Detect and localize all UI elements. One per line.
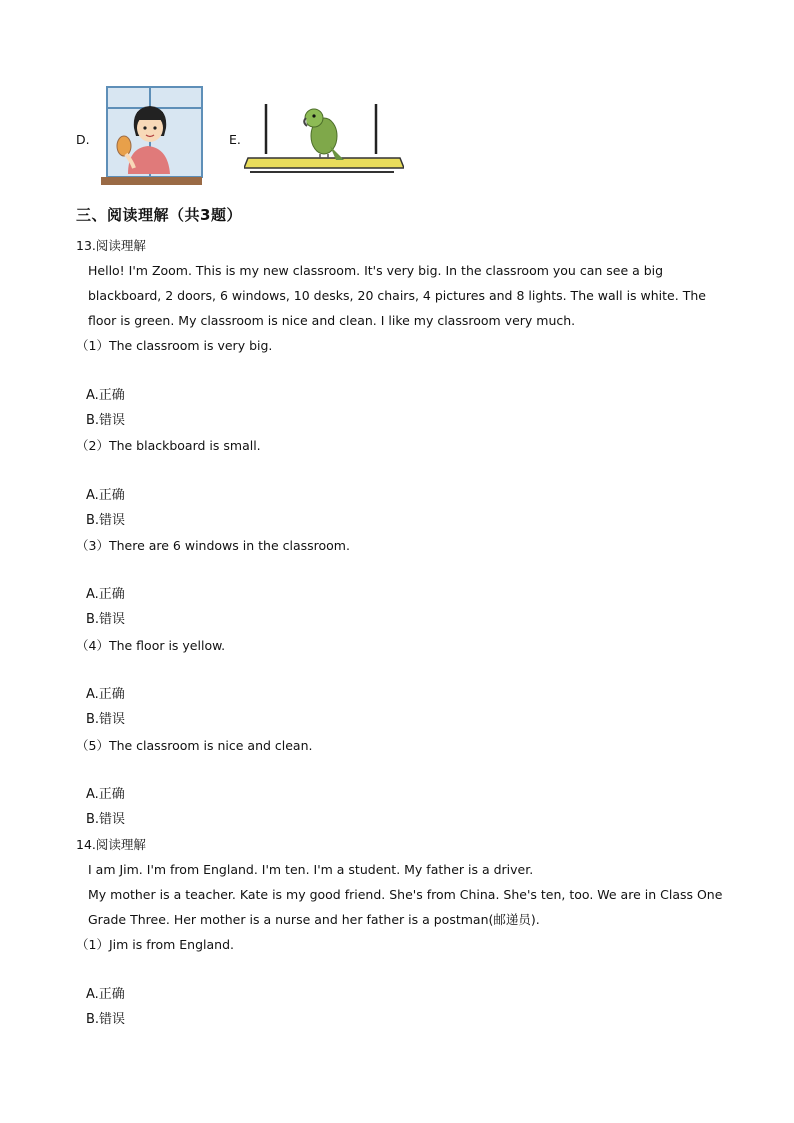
q13-question-1: （1）The classroom is very big. (76, 338, 273, 353)
q14-q1-option-b[interactable]: B.错误 (86, 1012, 126, 1027)
q13-q1-option-b[interactable]: B.错误 (86, 413, 126, 428)
q13-question-2: （2）The blackboard is small. (76, 438, 261, 453)
q13-question-4: （4）The floor is yellow. (76, 638, 226, 653)
parrot-on-perch-icon (244, 100, 404, 178)
q14-passage-line-2: My mother is a teacher. Kate is my good friend. She's from China. She's ten, too. We are in Class One Grade Three. Her mother is a nurse and her father is a postman(邮递员). (88, 886, 723, 927)
q13-q3-option-a[interactable]: A.正确 (86, 587, 125, 602)
option-e-label: E. (229, 132, 241, 147)
q13-passage-text: Hello! I'm Zoom. This is my new classroom. It's very big. In the classroom you can see a big blackboard, 2 doors, 6 windows, 10 desks, 20 chairs, 4 pictures and 8 lights. The wall is white. The floor is green. My classroom is nice and clean. I like my classroom very much. (88, 263, 706, 328)
option-d-label: D. (76, 132, 90, 147)
q13-q4-option-b[interactable]: B.错误 (86, 712, 126, 727)
q14-passage-line-1: I am Jim. I'm from England. I'm ten. I'm a student. My father is a driver. (88, 862, 534, 877)
q13-q2-option-b[interactable]: B.错误 (86, 513, 126, 528)
q13-q4-option-a[interactable]: A.正确 (86, 687, 125, 702)
q13-title: 13.阅读理解 (76, 238, 146, 253)
q13-passage (76, 259, 726, 333)
q13-q5-option-a[interactable]: A.正确 (86, 787, 125, 802)
q14-passage (76, 858, 726, 932)
section-heading: 三、阅读理解（共3题） (76, 206, 242, 224)
q13-question-3: （3）There are 6 windows in the classroom. (76, 538, 350, 553)
girl-at-window-icon (98, 84, 206, 188)
q13-q2-option-a[interactable]: A.正确 (86, 488, 125, 503)
q14-question-1: （1）Jim is from England. (76, 937, 235, 952)
q14-q1-option-a[interactable]: A.正确 (86, 987, 125, 1002)
q14-title: 14.阅读理解 (76, 837, 146, 852)
q13-question-5: （5）The classroom is nice and clean. (76, 738, 313, 753)
q13-q1-option-a[interactable]: A.正确 (86, 388, 125, 403)
q13-q5-option-b[interactable]: B.错误 (86, 812, 126, 827)
q13-q3-option-b[interactable]: B.错误 (86, 612, 126, 627)
